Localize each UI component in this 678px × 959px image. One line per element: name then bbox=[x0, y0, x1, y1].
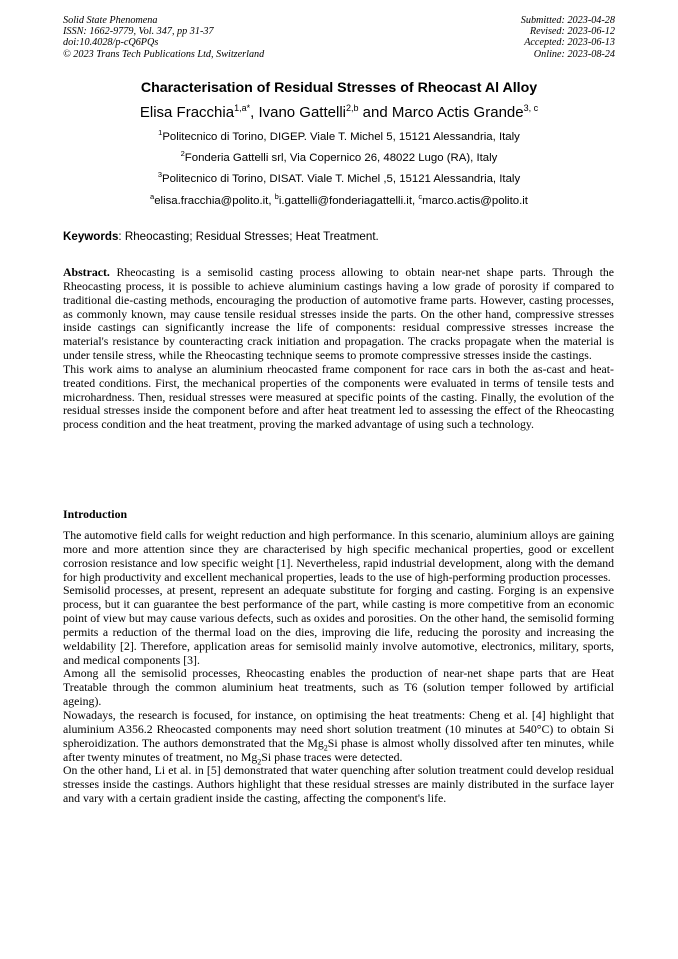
keywords bbox=[63, 230, 379, 243]
publication-dates bbox=[521, 15, 615, 60]
affiliation-text: Politecnico di Torino, DIGEP. Viale T. Michel 5, 15121 Alessandria, Italy bbox=[162, 131, 520, 143]
keywords-text: : Rheocasting; Residual Stresses; Heat Treatment. bbox=[118, 230, 379, 243]
doi: doi:10.4028/p-cQ6PQs bbox=[63, 37, 159, 49]
email-link[interactable]: elisa.fracchia@polito.it, bbox=[154, 195, 275, 207]
abstract-paragraph bbox=[63, 266, 614, 363]
affiliation-sup: 2 bbox=[180, 149, 185, 159]
introduction-body bbox=[63, 529, 614, 806]
email-sup: b bbox=[274, 192, 279, 202]
email-link[interactable]: marco.actis@polito.it bbox=[422, 195, 528, 207]
issn: ISSN: 1662-9779, Vol. 347, pp 31-37 bbox=[63, 26, 214, 38]
affiliation-sup: 3 bbox=[157, 170, 162, 180]
revised-date: Revised: 2023-06-12 bbox=[529, 26, 615, 38]
affiliation-text: Fonderia Gattelli srl, Via Copernico 26, 48022 Lugo (RA), Italy bbox=[184, 152, 498, 164]
intro-text: Si phase traces were detected. bbox=[261, 749, 403, 764]
section-heading-introduction: Introduction bbox=[63, 507, 128, 521]
intro-paragraph bbox=[63, 709, 614, 764]
affiliation-2 bbox=[0, 149, 678, 164]
email-sup: c bbox=[418, 192, 423, 202]
email-sup: a bbox=[150, 192, 155, 202]
journal-info bbox=[63, 15, 264, 60]
author-separator: and bbox=[358, 104, 392, 121]
author-sup: 1,a* bbox=[234, 103, 251, 113]
author-name: Elisa Fracchia bbox=[139, 104, 235, 121]
accepted-date: Accepted: 2023-06-13 bbox=[524, 37, 615, 49]
author-name: Marco Actis Grande bbox=[391, 104, 524, 121]
intro-paragraph: Among all the semisolid processes, Rheocasting enables the production of near-net shape parts that are Heat Treatable through the common aluminium heat treatments, such as T6 (solution temper followed by artificial ageing). bbox=[63, 666, 614, 709]
intro-paragraph: On the other hand, Li et al. in [5] demonstrated that water quenching after solution treatment could develop residual stresses inside the castings. Authors highlight that these residual stresses are mainly distributed in the surface layer and vary with a certain gradient inside the casting, affecting the component's life. bbox=[63, 763, 614, 806]
author-name: Ivano Gattelli bbox=[258, 104, 346, 121]
affiliation-text: Politecnico di Torino, DISAT. Viale T. Michel ,5, 15121 Alessandria, Italy bbox=[162, 173, 521, 185]
email-list bbox=[0, 192, 678, 207]
author-list bbox=[0, 104, 678, 121]
journal-name: Solid State Phenomena bbox=[63, 15, 158, 26]
email-link[interactable]: i.gattelli@fonderiagattelli.it, bbox=[278, 195, 419, 207]
abstract-label: Abstract. bbox=[63, 265, 110, 279]
author-sup: 2,b bbox=[345, 103, 359, 113]
copyright: © 2023 Trans Tech Publications Ltd, Switzerland bbox=[63, 48, 265, 60]
paper-title: Characterisation of Residual Stresses of Rheocast Al Alloy bbox=[140, 80, 538, 96]
intro-text: Nowadays, the research is focused, for instance, on optimising the heat treatments: Cheng et al. [4] highlight that aluminium A356.2 Rheocasted components may need short solution treatment (10 minutes at 540°C) to obtain Si spheroidization. The authors demonstrated that the Mg bbox=[63, 707, 614, 750]
subscript: 2 bbox=[323, 743, 328, 753]
author-separator: , bbox=[250, 104, 259, 121]
intro-paragraph: The automotive field calls for weight reduction and high performance. In this scenario, aluminium alloys are gaining more and more attention since they are characterised by high specific mechanical properties, good or excellent corrosion resistance and low specific weight [1]. Nevertheless, rapid industrial development, along with the demand for high productivity and excellent mechanical properties, leads to the use of high-performing production processes. bbox=[63, 528, 615, 584]
abstract-paragraph: This work aims to analyse an aluminium rheocasted frame component for race cars in both the as-cast and heat-treated conditions. First, the mechanical properties of the components were evaluated in terms of tensile tests and microhardness. Then, residual stresses were measured at specific points of the casting. Finally, the evolution of the residual stresses inside the component before and after heat treatment led to assessing the effect of the Rheocasting process condition and the heat treatment, proving the marked advantage of using such a technology. bbox=[63, 361, 614, 432]
subscript: 2 bbox=[257, 756, 262, 766]
intro-text: Si phase is almost wholly dissolved after ten minutes, while after twenty minutes of treatment, no Mg bbox=[63, 735, 614, 764]
author-sup: 3, c bbox=[523, 103, 539, 113]
online-date: Online: 2023-08-24 bbox=[533, 48, 615, 60]
affiliation-3 bbox=[0, 170, 678, 185]
affiliation-1 bbox=[0, 128, 678, 143]
submitted-date: Submitted: 2023-04-28 bbox=[520, 15, 615, 26]
affiliation-sup: 1 bbox=[158, 128, 163, 138]
abstract-text: Rheocasting is a semisolid casting process allowing to obtain near-net shape parts. Through the Rheocasting process, it is possible to achieve aluminium castings having a low grade of porosity if compared to traditional die-casting methods, encouraging the production of automotive frame parts. However, casting processes, as commonly known, may cause tensile residual stresses inside the parts. On the other hand, compressive stresses inside castings can significantly increase the life of components: residual compressive stresses increase the material's resistance by counteracting crack initiation and propagation. The cracks propagate when the material is under tensile stress, while the Rheocasting technique seems to promote compressive stresses inside the castings. bbox=[63, 265, 614, 363]
abstract bbox=[63, 266, 614, 432]
keywords-label: Keywords bbox=[63, 230, 119, 243]
intro-paragraph: Semisolid processes, at present, represent an adequate substitute for forging and casting. Forging is an expensive process, but it can guarantee the best performance of the part, while casting is more competitive from an economic point of view but may cause various defects, such as oxides and porosities. On the other hand, the semisolid forming permits a reduction of the thermal load on the dies, improving die life, reducing the porosity and increasing the weldability [2]. Therefore, application areas for semisolid mainly involve automotive, electronics, military, sports, and medical components [3]. bbox=[63, 583, 614, 667]
